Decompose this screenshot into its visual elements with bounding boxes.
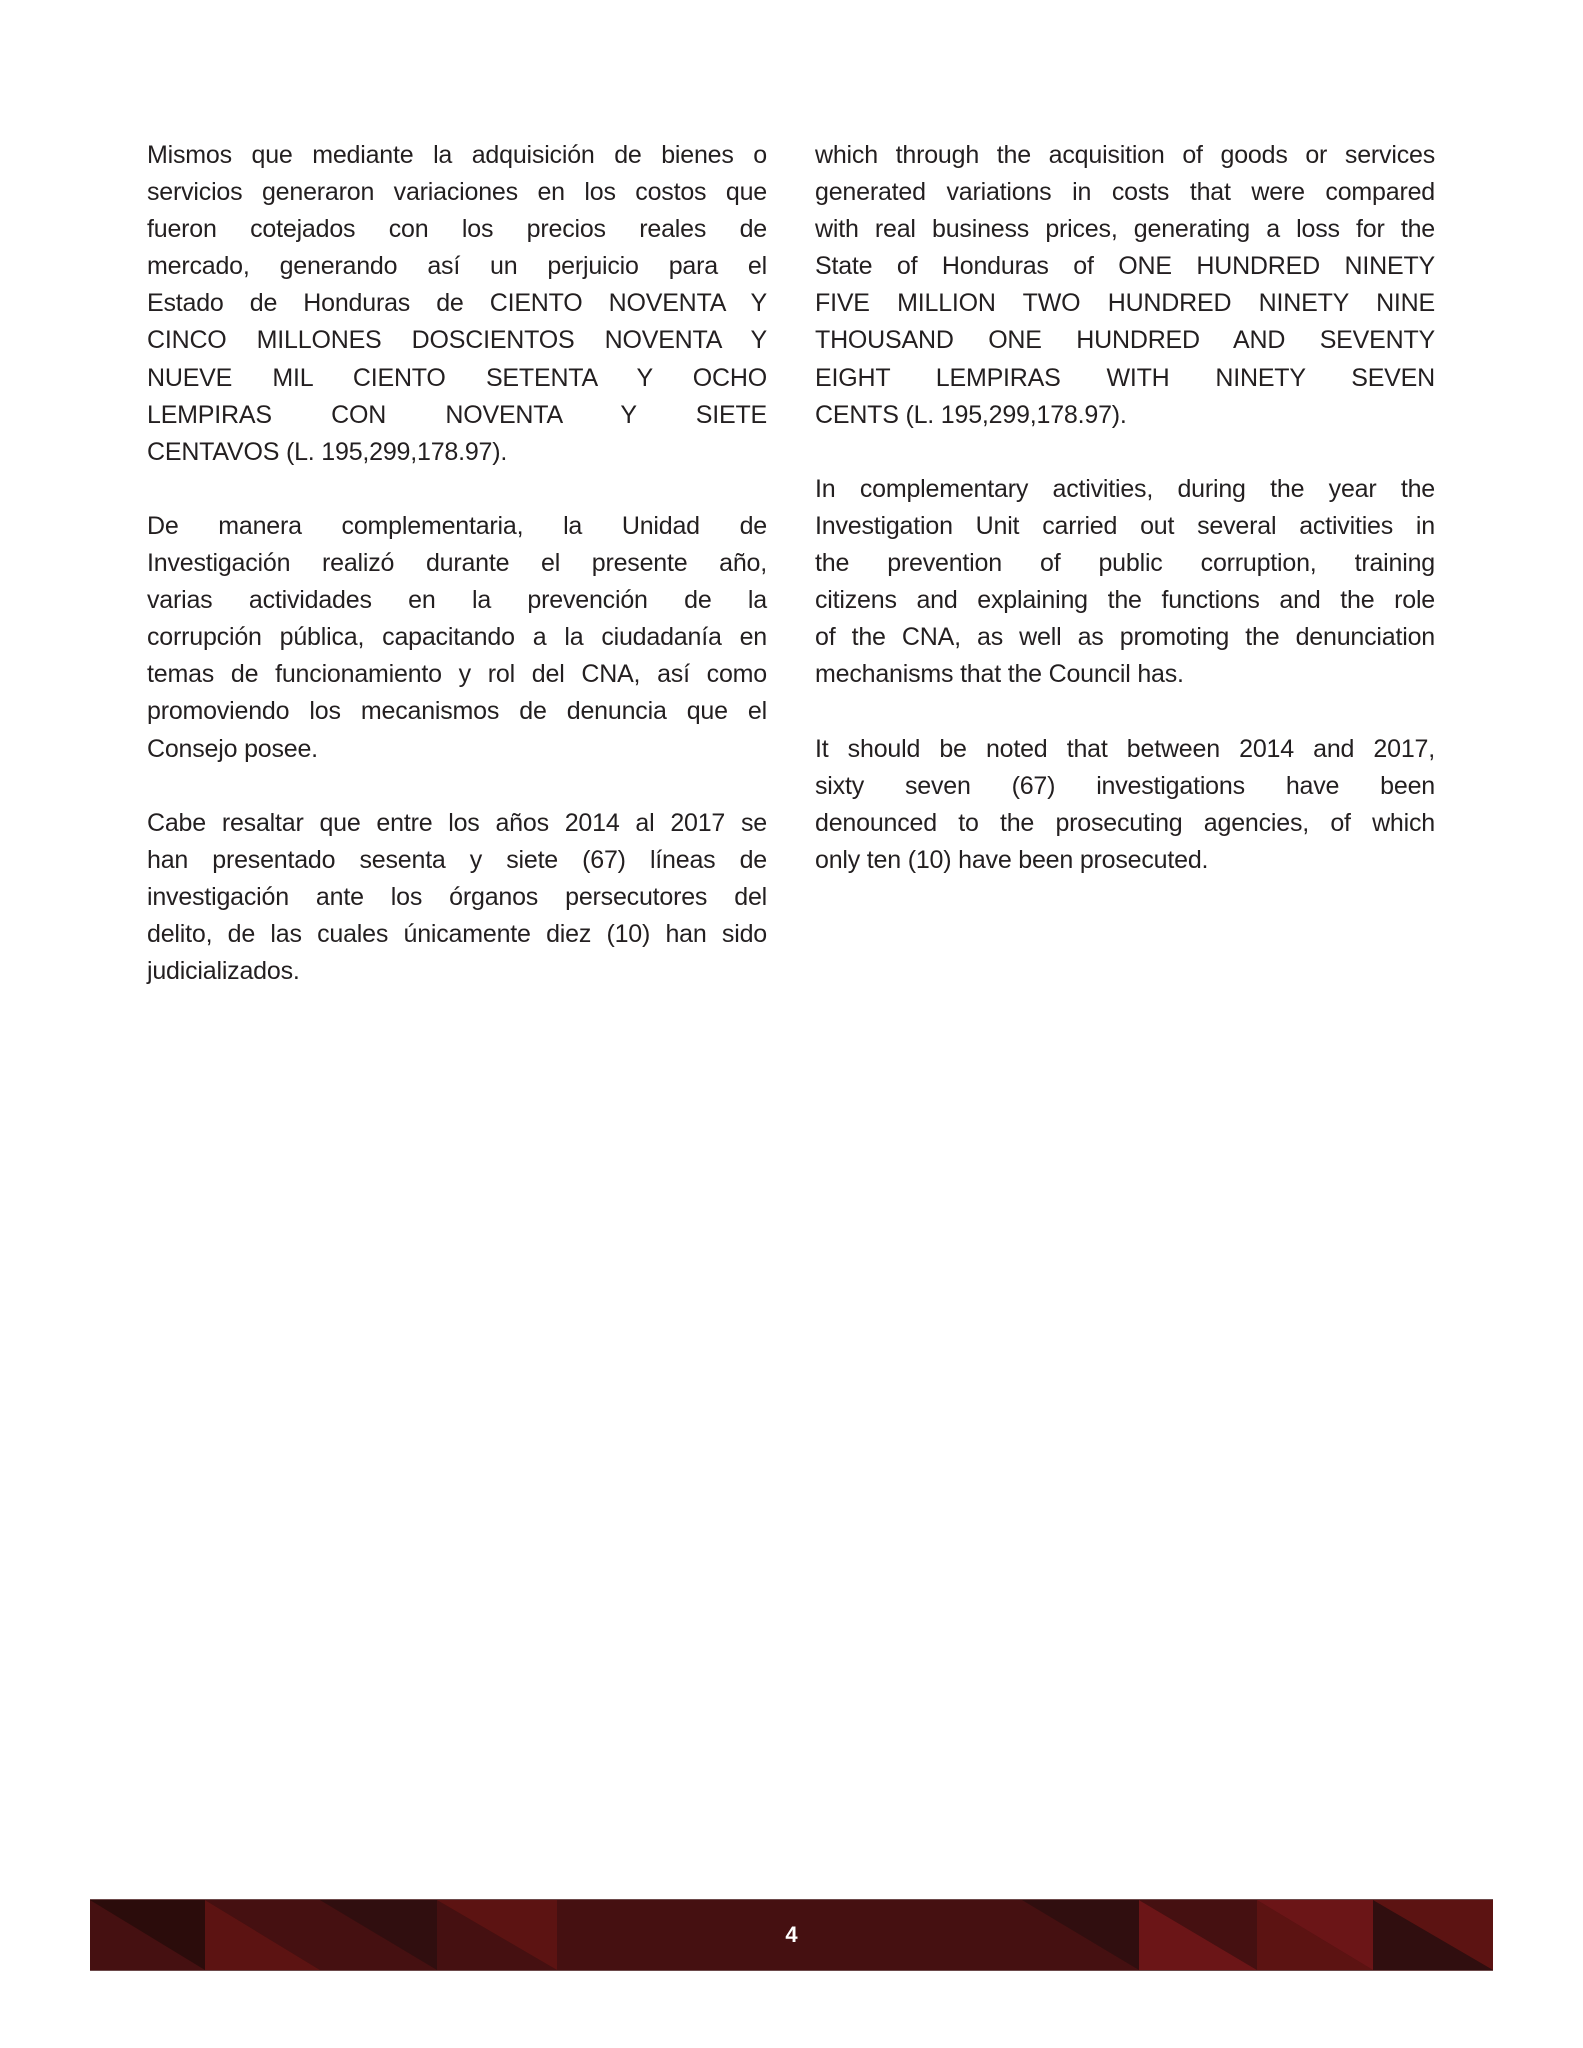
text-line: investigación ante los órganos persecutores del: [147, 882, 767, 911]
text-line: servicios generaron variaciones en los costos que: [147, 178, 767, 207]
paragraph: [147, 137, 767, 471]
text-line: varias actividades en la prevención de la: [147, 586, 767, 615]
text-line: mercado, generando así un perjuicio para el: [147, 252, 767, 281]
text-line: delito, de las cuales únicamente diez (10) han sido: [147, 919, 767, 948]
text-line: NUEVE MIL CIENTO SETENTA Y OCHO: [147, 363, 767, 392]
paragraph: [815, 471, 1435, 694]
text-line: CENTAVOS (L. 195,299,178.97).: [147, 437, 508, 466]
text-line: generated variations in costs that were compared: [815, 178, 1435, 207]
text-line: CENTS (L. 195,299,178.97).: [815, 400, 1127, 429]
text-line: which through the acquisition of goods or services: [815, 141, 1435, 169]
text-line: the prevention of public corruption, training: [815, 549, 1435, 578]
text-line: CINCO MILLONES DOSCIENTOS NOVENTA Y: [147, 326, 767, 355]
text-line: De manera complementaria, la Unidad de: [147, 511, 767, 540]
text-line: EIGHT LEMPIRAS WITH NINETY SEVEN: [815, 363, 1435, 392]
right-column-english: [815, 137, 1435, 916]
text-line: sixty seven (67) investigations have been: [815, 771, 1435, 800]
text-line: citizens and explaining the functions and the role: [815, 586, 1435, 615]
text-line: of the CNA, as well as promoting the denunciation: [815, 623, 1435, 652]
text-line: Investigation Unit carried out several activities in: [815, 511, 1435, 540]
left-column-spanish: [147, 137, 767, 1027]
paragraph: [815, 137, 1435, 434]
text-line: THOUSAND ONE HUNDRED AND SEVENTY: [815, 326, 1435, 355]
text-line: corrupción pública, capacitando a la ciudadanía en: [147, 623, 767, 652]
text-line: Cabe resaltar que entre los años 2014 al 2017 se: [147, 808, 767, 837]
text-line: fueron cotejados con los precios reales de: [147, 215, 767, 244]
text-line: only ten (10) have been prosecuted.: [815, 845, 1209, 874]
text-line: promoviendo los mecanismos de denuncia que el: [147, 697, 767, 726]
text-line: LEMPIRAS CON NOVENTA Y SIETE: [147, 400, 767, 429]
text-line: In complementary activities, during the year the: [815, 474, 1435, 503]
text-line: with real business prices, generating a loss for the: [815, 215, 1435, 244]
paragraph: [147, 508, 767, 768]
text-line: Investigación realizó durante el presente año,: [147, 549, 767, 578]
text-line: Estado de Honduras de CIENTO NOVENTA Y: [147, 289, 767, 318]
paragraph: [147, 805, 767, 990]
text-line: State of Honduras of ONE HUNDRED NINETY: [815, 252, 1435, 281]
text-line: denounced to the prosecuting agencies, of which: [815, 808, 1435, 837]
page-number: 4: [785, 1922, 798, 1947]
text-line: temas de funcionamiento y rol del CNA, así como: [147, 660, 767, 689]
text-line: Mismos que mediante la adquisición de bienes o: [147, 141, 767, 169]
text-line: judicializados.: [147, 957, 300, 986]
text-line: mechanisms that the Council has.: [815, 660, 1184, 689]
text-line: It should be noted that between 2014 and 2017,: [815, 734, 1435, 763]
text-line: han presentado sesenta y siete (67) líneas de: [147, 845, 767, 874]
text-line: FIVE MILLION TWO HUNDRED NINETY NINE: [815, 289, 1435, 318]
text-line: Consejo posee.: [147, 734, 318, 763]
paragraph: [815, 731, 1435, 879]
